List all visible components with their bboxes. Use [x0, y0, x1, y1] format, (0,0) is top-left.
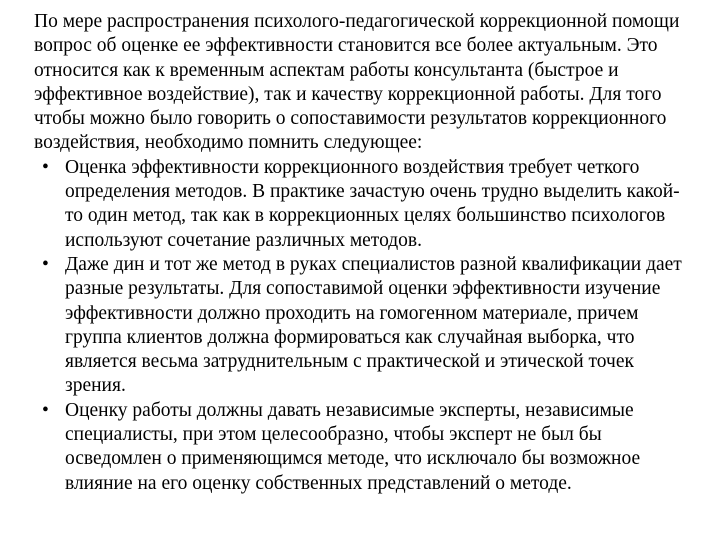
bullet-line: эффективности должно проходить на гомогенном материале, причем [65, 302, 639, 324]
bullet-list [34, 156, 692, 496]
bullet-item-qualification [34, 253, 692, 399]
intro-line: чтобы можно было говорить о сопоставимости результатов коррекционного [34, 108, 667, 130]
intro-paragraph [34, 10, 692, 156]
bullet-line: Даже дин и тот же метод в руках специалистов разной квалификации дает [65, 253, 682, 275]
bullet-line: специалисты, при этом целесообразно, чтобы эксперт не был бы [65, 424, 602, 446]
bullet-line: группа клиентов должна формироваться как случайная выборка, что [65, 326, 635, 348]
bullet-line: определения методов. В практике зачастую очень трудно выделить какой- [65, 181, 680, 203]
bullet-item-methods [34, 156, 692, 253]
bullet-line: то один метод, так как в коррекционных целях большинство психологов [65, 205, 666, 227]
bullet-line: осведомлен о применяющимся методе, что исключало бы возможное [65, 448, 641, 470]
intro-line: эффективное воздействие), так и качеству коррекционной работы. Для того [34, 83, 662, 105]
bullet-line: является весьма затруднительным с практической и этической точек [65, 351, 634, 373]
bullet-line: Оценку работы должны давать независимые эксперты, независимые [65, 399, 634, 421]
intro-line: вопрос об оценке ее эффективности становится все более актуальным. Это [34, 35, 658, 57]
bullet-icon: • [42, 253, 49, 275]
intro-line: относится как к временным аспектам работы консультанта (быстрое и [34, 59, 619, 81]
bullet-line: Оценка эффективности коррекционного воздействия требует четкого [65, 156, 640, 178]
intro-line: воздействия, необходимо помнить следующее: [34, 132, 423, 154]
intro-line: По мере распространения психолого-педагогической коррекционной помощи [34, 11, 680, 32]
bullet-icon: • [42, 399, 49, 421]
bullet-line: влияние на его оценку собственных представлений о методе. [65, 472, 572, 494]
bullet-line: используют сочетание различных методов. [65, 229, 423, 251]
bullet-line: зрения. [65, 375, 126, 397]
bullet-item-experts [34, 399, 692, 496]
bullet-icon: • [42, 156, 49, 178]
bullet-line: разные результаты. Для сопоставимой оценки эффективности изучение [65, 278, 661, 300]
